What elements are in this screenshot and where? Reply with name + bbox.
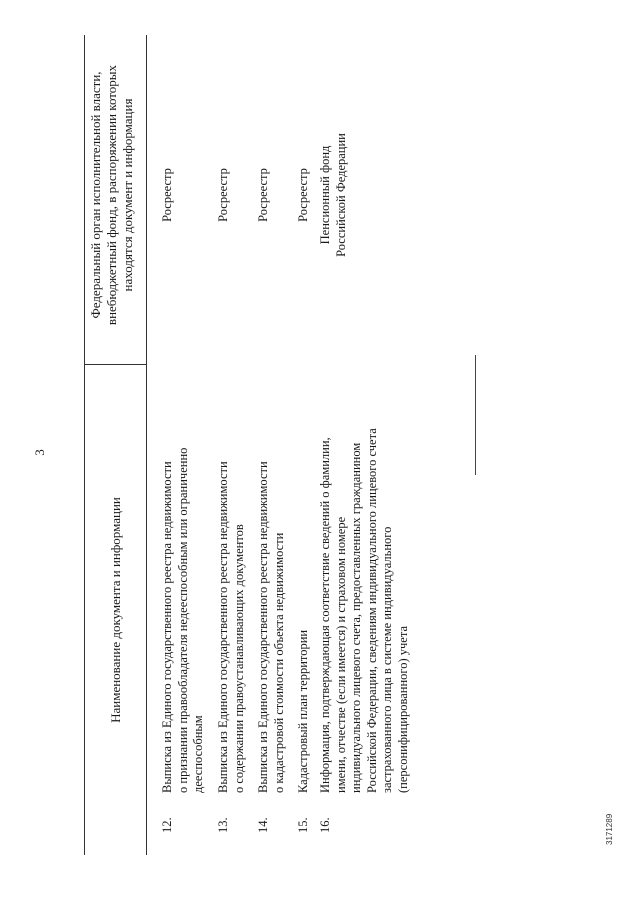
row-authority: Росреестр [160, 168, 174, 222]
header-authority: Федеральный орган исполнительной власти, внебюджетный фонд, в распоряжении которых находятся документ и информация [88, 64, 135, 326]
row-document-name: Кадастровый план территории [296, 629, 310, 793]
row-number: 12. [160, 817, 174, 833]
row-document-name: Выписка из Единого государственного реестра недвижимости о признании правообладателя недееспособным или ограниченно дееспособным [160, 447, 205, 793]
header-document-name: Наименование документа и информации [108, 497, 123, 723]
document-stamp-number: 3171289 [605, 813, 614, 845]
row-authority: Росреестр [256, 168, 270, 222]
row-document-name: Информация, подтверждающая соответствие сведений о фамилии, имени, отчестве (если имеется) и страховом номере индивидуального лицевого счета, предоставленных гражданином Российской Федерации, сведениям индивидуального лицевого счета застрахованного лица в системе индивидуального (персонифицированного) учета [318, 428, 410, 793]
row-number: 14. [256, 817, 270, 833]
table-header-rule [146, 35, 147, 855]
row-document-name: Выписка из Единого государственного реестра недвижимости о содержании правоустанавливающих документов [216, 461, 246, 793]
closing-rule [475, 355, 476, 475]
row-document-name: Выписка из Единого государственного реестра недвижимости о кадастровой стоимости объекта недвижимости [256, 461, 286, 793]
header-column-divider [84, 364, 146, 365]
page-number: 3 [32, 449, 47, 456]
row-number: 16. [318, 817, 332, 833]
row-authority: Пенсионный фонд Российской Федерации [318, 133, 348, 257]
row-authority: Росреестр [216, 168, 230, 222]
row-number: 13. [216, 817, 230, 833]
row-number: 15. [296, 817, 310, 833]
table-top-rule [84, 35, 85, 855]
row-authority: Росреестр [296, 168, 310, 222]
